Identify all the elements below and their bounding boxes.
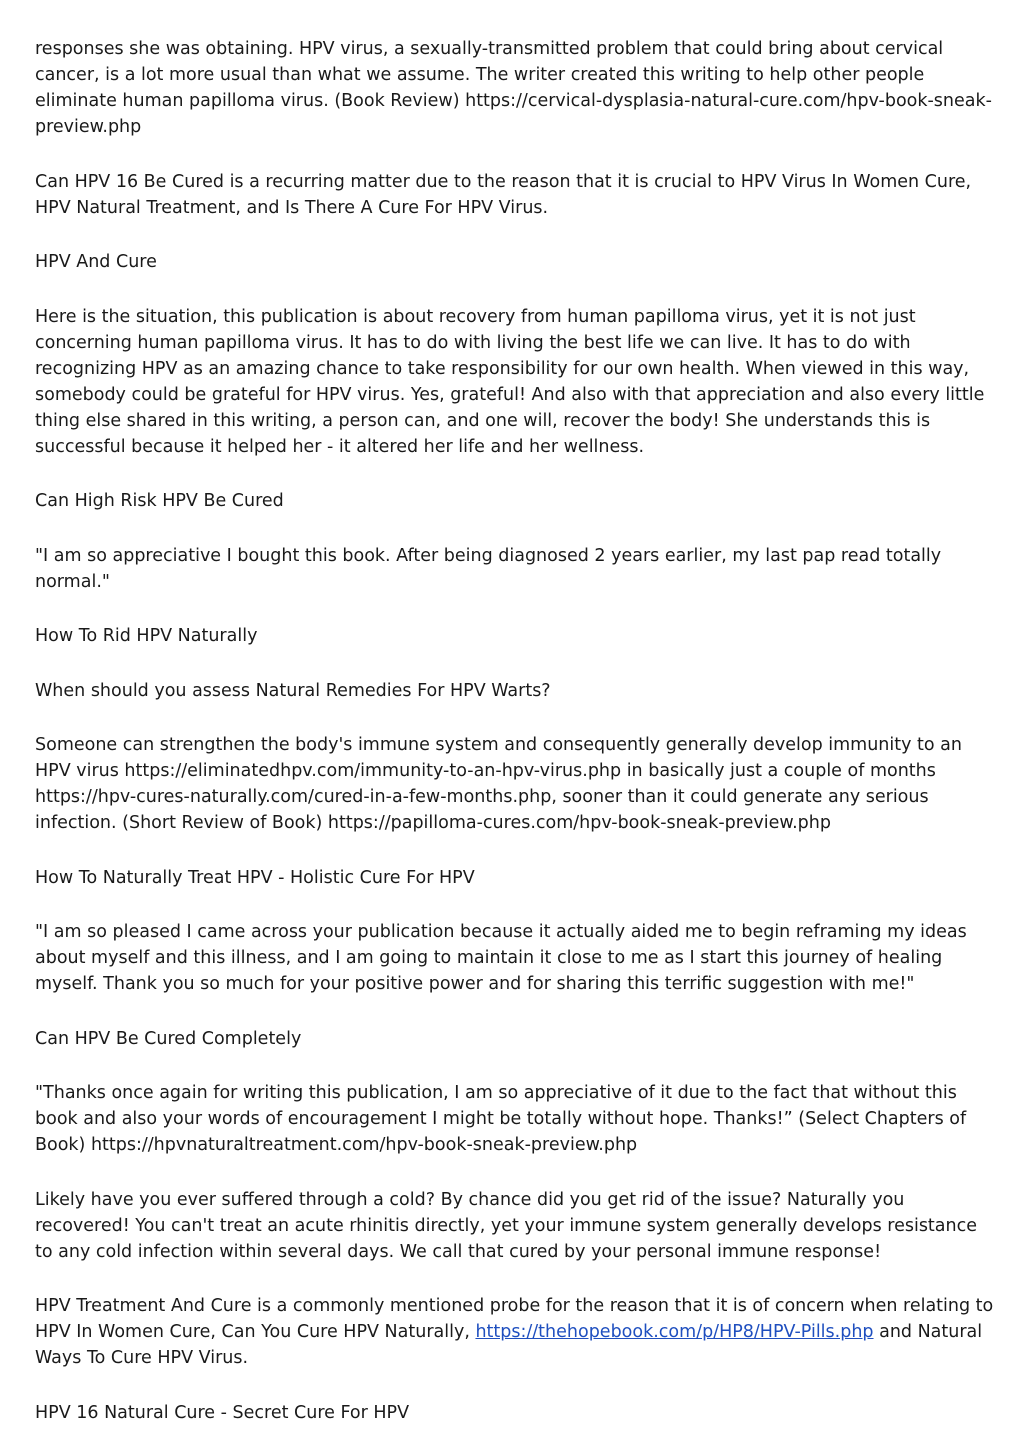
hopebook-link[interactable]: https://thehopebook.com/p/HP8/HPV-Pills.php — [475, 1322, 874, 1342]
document-body — [35, 36, 995, 1454]
paragraph-text: and Natural Ways To Cure HPV Virus. — [35, 1322, 983, 1368]
paragraph-with-link — [35, 1293, 995, 1371]
paragraph-text: HPV Treatment And Cure is a commonly mentioned probe for the reason that it is of concern when relating to HPV In Women Cure, Can You Cure HPV Naturally, — [35, 1296, 994, 1342]
paragraph: Here is the situation, this publication is about recovery from human papilloma virus, yet it is not just concerning human papilloma virus. It has to do with living the best life we can live. It has to do with recognizing HPV as an amazing chance to take responsibility for our own health. When viewed in this way, somebody could be grateful for HPV virus. Yes, grateful! And also with that appreciation and also every little thing else shared in this writing, a person can, and one will, recover the body! She understands this is successful because it helped her - it altered her life and her wellness. — [35, 306, 985, 457]
section-heading: Can HPV Be Cured Completely — [35, 1028, 302, 1049]
paragraph: When should you assess Natural Remedies For HPV Warts? — [35, 680, 551, 701]
paragraph: Someone can strengthen the body's immune system and consequently generally develop immunity to an HPV virus https://eliminatedhpv.com/immunity-to-an-hpv-virus.php in basically just a couple of months https://hpv-cures-naturally.com/cured-in-a-few-months.php, sooner than it could generate any serious infection. (Short Review of Book) https://papilloma-cures.com/hpv-book-sneak-preview.php — [35, 735, 962, 833]
section-heading: Can High Risk HPV Be Cured — [35, 491, 284, 511]
paragraph: Can HPV 16 Be Cured is a recurring matter due to the reason that it is crucial to HPV Virus In Women Cure, HPV Natural Treatment, and Is There A Cure For HPV Virus. — [35, 171, 972, 218]
paragraph: responses she was obtaining. HPV virus, a sexually-transmitted problem that could bring about cervical cancer, is a lot more usual than what we assume. The writer created this writing to help other people eliminate human papilloma virus. (Book Review) https://cervical-dysplasia-natural-cure.com/hpv-book-sneak-preview.php — [35, 39, 992, 137]
testimonial-quote: "I am so pleased I came across your publication because it actually aided me to begin reframing my ideas about myself and this illness, and I am going to maintain it close to me as I start this journey of healing myself. Thank you so much for your positive power and for sharing this terrific suggestion with me!" — [35, 922, 967, 994]
testimonial-quote: "I am so appreciative I bought this book. After being diagnosed 2 years earlier, my last pap read totally normal." — [35, 545, 942, 592]
section-heading: How To Naturally Treat HPV - Holistic Cure For HPV — [35, 867, 475, 888]
testimonial-quote: "Thanks once again for writing this publication, I am so appreciative of it due to the fact that without this book and also your words of encouragement I might be totally without hope. Thanks!” (Select Chapters of Book) https://hpvnaturaltreatment.com/hpv-book-sneak-preview.php — [35, 1083, 967, 1155]
section-heading: HPV 16 Natural Cure - Secret Cure For HPV — [35, 1402, 410, 1423]
paragraph: Likely have you ever suffered through a cold? By chance did you get rid of the issue? Naturally you recovered! You can't treat an acute rhinitis directly, yet your immune system generally develops resistance to any cold infection within several days. We call that cured by your personal immune response! — [35, 1189, 978, 1262]
section-heading: How To Rid HPV Naturally — [35, 626, 258, 646]
section-heading: HPV And Cure — [35, 252, 157, 272]
